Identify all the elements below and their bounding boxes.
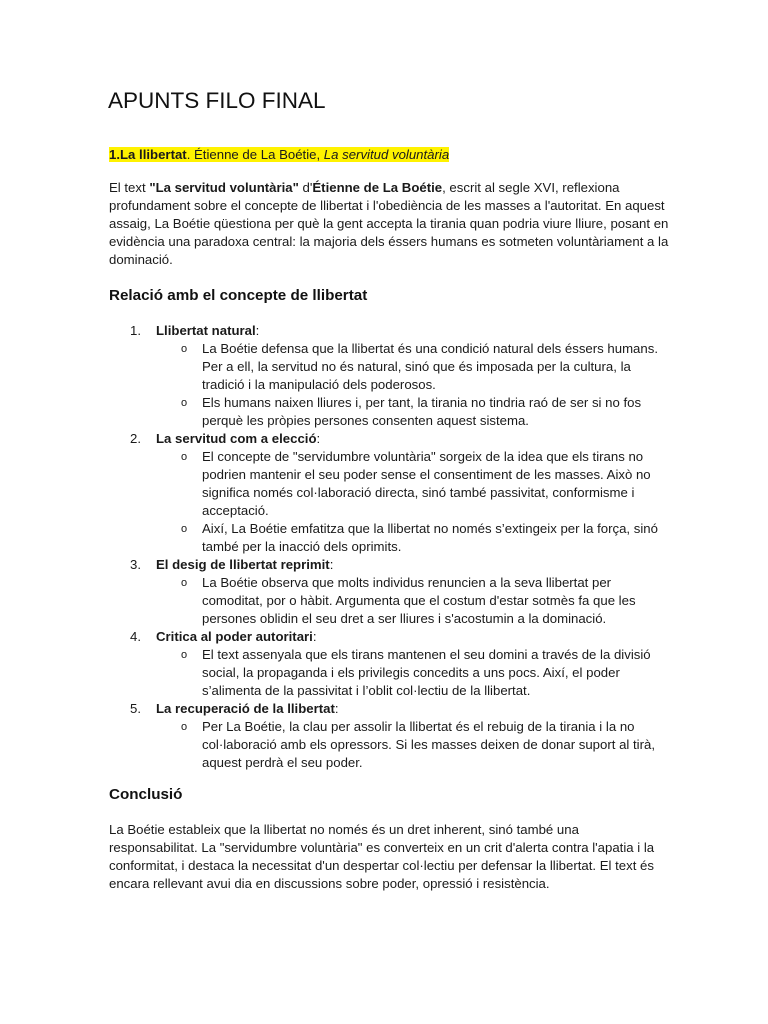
- list-item: [130, 322, 670, 430]
- list-item-title: Llibertat natural: [156, 323, 256, 338]
- sub-list-item: [181, 520, 670, 556]
- list-item-title: La recuperació de la llibertat: [156, 701, 335, 716]
- intro-bold-author: Étienne de La Boétie: [312, 180, 443, 195]
- section-1-work-title: La servitud voluntària: [323, 147, 450, 162]
- sub-list: [156, 574, 670, 628]
- section-1-author: Étienne de La Boétie,: [194, 147, 324, 162]
- concept-list: [130, 322, 670, 772]
- sub-list: [156, 646, 670, 700]
- sub-list: [156, 340, 670, 430]
- sub-list-text: La Boétie defensa que la llibertat és una condició natural dels éssers humans. Per a ell, la servitud no és natural, sinó que és imposada per la cultura, la tradició i la manipulació dels poderosos.: [202, 341, 658, 392]
- list-item-number: 2.: [130, 431, 141, 446]
- intro-bold-work: "La servitud voluntària": [149, 180, 299, 195]
- intro-paragraph: [109, 179, 669, 269]
- list-item-title: La servitud com a elecció: [156, 431, 317, 446]
- intro-text: El text: [109, 180, 150, 195]
- list-item-colon: :: [316, 431, 321, 446]
- list-item-number: 4.: [130, 629, 141, 644]
- list-item: [130, 628, 670, 700]
- intro-text: , escrit al segle XVI, reflexiona profundament sobre el concepte de llibertat i l'obediència de les masses a l'autoritat. En aquest assaig, La Boétie qüestiona per què la gent accepta la tirania quan podria viure lliure, posant en evidència una paradoxa central: la majoria dels éssers humans es sotmeten voluntàriament a la dominació.: [109, 180, 669, 267]
- section-1-number: 1.La llibertat: [109, 147, 187, 162]
- list-item-colon: :: [329, 557, 334, 572]
- list-item-colon: :: [255, 323, 260, 338]
- sub-list-item: [181, 340, 670, 394]
- relacio-heading: Relació amb el concepte de llibertat: [109, 287, 368, 304]
- sub-list-item: [181, 394, 670, 430]
- sub-list-item: [181, 718, 670, 772]
- intro-text: d': [298, 180, 313, 195]
- list-item: [130, 430, 670, 556]
- sub-list-text: Així, La Boétie emfatitza que la llibertat no només s’extingeix per la força, sinó també per la inacció dels oprimits.: [202, 521, 658, 554]
- list-item-number: 5.: [130, 701, 141, 716]
- sub-list-text: El text assenyala que els tirans mantenen el seu domini a través de la divisió social, la propaganda i els privilegis concedits a uns pocs. Així, el poder s’alimenta de la passivitat i l’oblit col·lectiu de la llibertat.: [202, 647, 651, 698]
- list-item-title: El desig de llibertat reprimit: [156, 557, 330, 572]
- sub-list-item: [181, 574, 670, 628]
- conclusio-paragraph: La Boétie estableix que la llibertat no només és un dret inherent, sinó també una responsabilitat. La "servidumbre voluntària" es converteix en un crit d'alerta contra l'apatia i la conformitat, i destaca la necessitat d'un despertar col·lectiu per defensar la llibertat. El text és encara rellevant avui dia en discussions sobre poder, opressió i resistència.: [109, 822, 655, 891]
- bullet-icon: o: [181, 451, 188, 463]
- bullet-icon: o: [181, 721, 188, 733]
- sub-list: [156, 448, 670, 556]
- list-item-colon: :: [334, 701, 339, 716]
- list-item: [130, 556, 670, 628]
- list-item: [130, 700, 670, 772]
- list-item-title: Critica al poder autoritari: [156, 629, 313, 644]
- bullet-icon: o: [181, 397, 188, 409]
- list-item-colon: :: [312, 629, 317, 644]
- sub-list: [156, 718, 670, 772]
- list-item-number: 3.: [130, 557, 141, 572]
- bullet-icon: o: [181, 523, 188, 535]
- conclusio-heading: Conclusió: [109, 786, 183, 803]
- section-1-heading: [109, 146, 449, 163]
- bullet-icon: o: [181, 649, 188, 661]
- sub-list-item: [181, 646, 670, 700]
- bullet-icon: o: [181, 577, 188, 589]
- section-1-highlight: [109, 147, 449, 162]
- document-title: APUNTS FILO FINAL: [108, 88, 326, 113]
- sub-list-item: [181, 448, 670, 520]
- section-1-separator: .: [186, 147, 195, 162]
- sub-list-text: Per La Boétie, la clau per assolir la llibertat és el rebuig de la tirania i la no col·laboració amb els opressors. Si les masses deixen de donar suport al tirà, aquest perdrà el seu poder.: [202, 719, 655, 770]
- list-item-number: 1.: [130, 323, 141, 338]
- sub-list-text: El concepte de "servidumbre voluntària" sorgeix de la idea que els tirans no podrien mantenir el seu poder sense el consentiment de les masses. Això no significa només col·laboració directa, sinó també passivitat, conformisme i acceptació.: [202, 449, 651, 518]
- bullet-icon: o: [181, 343, 188, 355]
- sub-list-text: La Boétie observa que molts individus renuncien a la seva llibertat per comoditat, por o hàbit. Argumenta que el costum d'estar sotmès fa que les persones oblidin el seu dret a ser lliures i s'acostumin a la dominació.: [202, 575, 636, 626]
- sub-list-text: Els humans naixen lliures i, per tant, la tirania no tindria raó de ser si no fos perquè les pròpies persones consenten aquest sistema.: [202, 395, 642, 428]
